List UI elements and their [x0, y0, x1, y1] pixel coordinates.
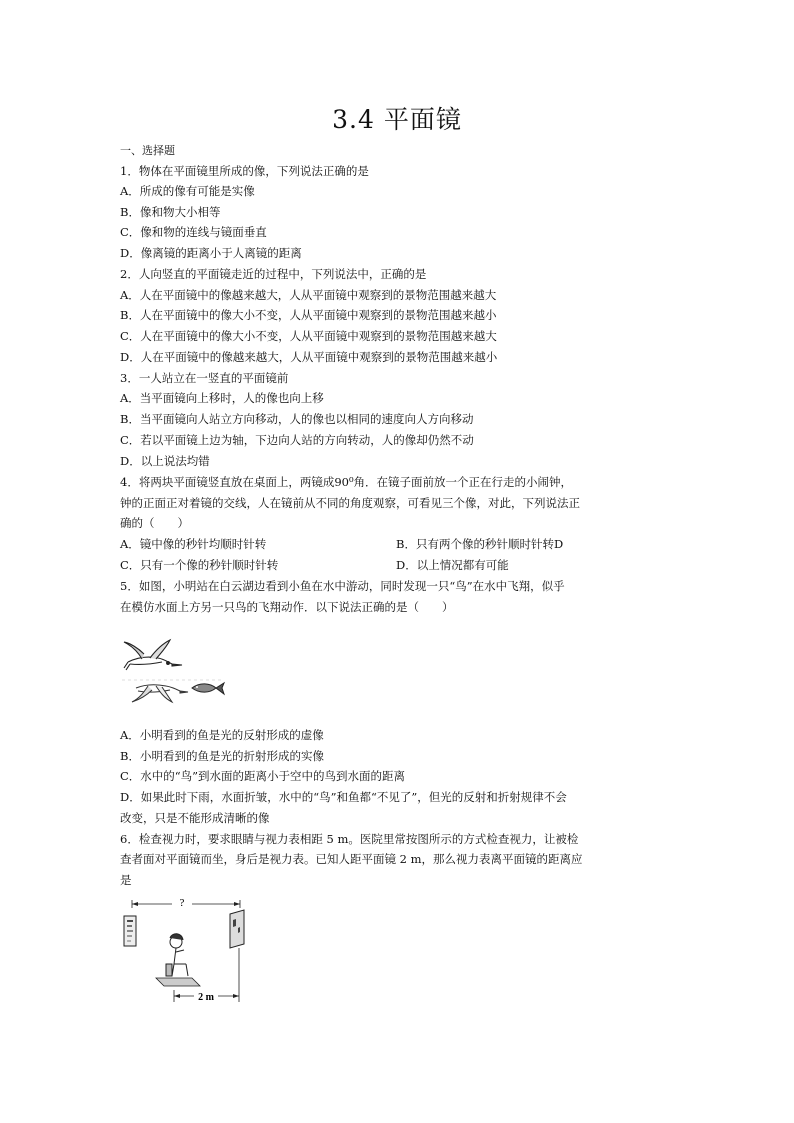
q2-option-a: A．人在平面镜中的像越来越大，人从平面镜中观察到的景物范围越来越大: [120, 288, 497, 302]
q1-option-d: D．像离镜的距离小于人离镜的距离: [120, 246, 302, 260]
person-icon: [166, 934, 188, 976]
q3-option-b: B．当平面镜向人站立方向移动，人的像也以相同的速度向人方向移动: [120, 412, 474, 426]
q6-stem-line1: 6．检查视力时，要求眼睛与视力表相距 5 m。医院里常按图所示的方式检查视力，让被检: [120, 832, 579, 846]
q6-stem-line2: 查者面对平面镜而坐，身后是视力表。已知人距平面镜 2 m，那么视力表离平面镜的距离应: [120, 852, 583, 866]
q1-option-c: C．像和物的连线与镜面垂直: [120, 225, 267, 239]
q1-option-a: A．所成的像有可能是实像: [120, 184, 255, 198]
q5-option-d-line2: 改变，只是不能形成清晰的像: [120, 811, 270, 825]
fig-question-label: ?: [179, 897, 185, 909]
q5-option-a: A．小明看到的鱼是光的反射形成的虚像: [120, 728, 324, 742]
q2-stem: 2．人向竖直的平面镜走近的过程中，下列说法中，正确的是: [120, 267, 427, 281]
section-heading: 一、选择题: [120, 144, 175, 157]
fig-distance-label: 2 m: [198, 992, 214, 1003]
q1-stem: 1．物体在平面镜里所成的像，下列说法正确的是: [120, 164, 369, 178]
floor-mat: [156, 978, 200, 986]
q4-stem-line2: 钟的正面正对着镜的交线，人在镜前从不同的角度观察，可看见三个像，对此，下列说法正: [120, 496, 580, 510]
q1-option-b: B．像和物大小相等: [120, 205, 221, 219]
q2-option-c: C．人在平面镜中的像大小不变，人从平面镜中观察到的景物范围越来越大: [120, 329, 497, 343]
q4-option-d: D．以上情况都有可能: [396, 558, 509, 572]
reflected-bird-icon: [132, 685, 188, 702]
q4-stem-line1: 4．将两块平面镜竖直放在桌面上，两镜成90⁰角．在镜子面前放一个正在行走的小闹钟，: [120, 475, 573, 489]
q3-option-a: A．当平面镜向上移时，人的像也向上移: [120, 391, 324, 405]
q2-option-d: D．人在平面镜中的像越来越大，人从平面镜中观察到的景物范围越来越小: [120, 350, 498, 364]
fish-icon: [192, 683, 224, 694]
q3-stem: 3．一人站立在一竖直的平面镜前: [120, 371, 289, 385]
eye-chart-icon: [124, 916, 136, 946]
bird-icon: [124, 640, 182, 670]
q2-option-b: B．人在平面镜中的像大小不变，人从平面镜中观察到的景物范围越来越小: [120, 308, 497, 322]
mirror-icon: [230, 910, 244, 948]
q5-option-b: B．小明看到的鱼是光的折射形成的实像: [120, 749, 324, 763]
q4-stem-line3: 确的（ ）: [120, 516, 189, 530]
q5-stem-line1: 5．如图，小明站在白云湖边看到小鱼在水中游动，同时发现一只“鸟”在水中飞翔，似乎: [120, 579, 565, 593]
q3-option-d: D．以上说法均错: [120, 454, 210, 468]
q3-option-c: C．若以平面镜上边为轴，下边向人站的方向转动，人的像却仍然不动: [120, 433, 474, 447]
q5-stem-line2: 在模仿水面上方另一只鸟的飞翔动作．以下说法正确的是（ ）: [120, 600, 454, 614]
q5-option-d-line1: D．如果此时下雨，水面折皱，水中的“鸟”和鱼都“不见了”，但光的反射和折射规律不会: [120, 790, 567, 804]
q5-option-c: C．水中的“鸟”到水面的距离小于空中的鸟到水面的距离: [120, 769, 406, 783]
q4-option-b: B．只有两个像的秒针顺时针转D: [396, 537, 564, 551]
eye-test-figure: [120, 892, 252, 1008]
page-title: 3.4 平面镜: [332, 105, 462, 134]
bird-fish-figure: [122, 628, 228, 706]
q4-option-a: A．镜中像的秒针均顺时针转: [120, 537, 267, 551]
q4-option-c: C．只有一个像的秒针顺时针转: [120, 558, 279, 572]
q6-stem-line3: 是: [120, 873, 132, 887]
